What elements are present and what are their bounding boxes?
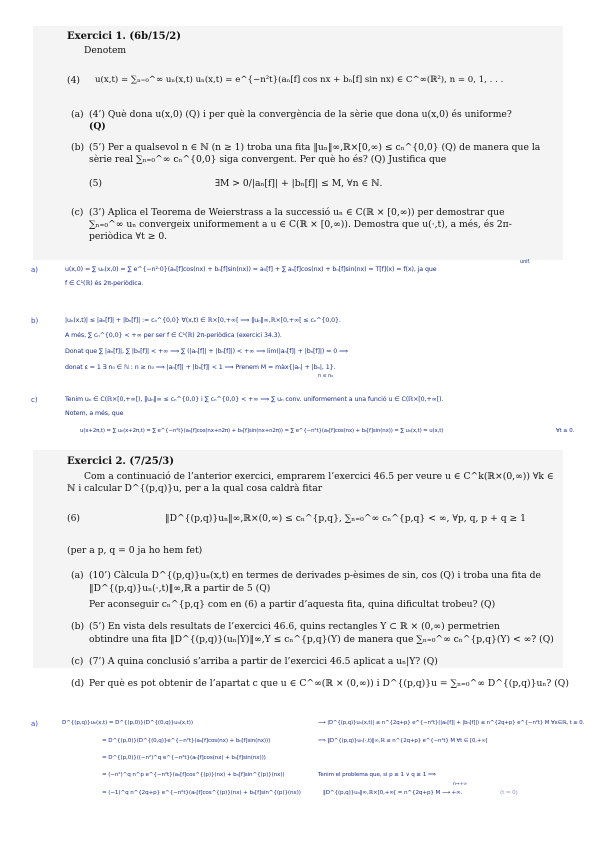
- notes-2a-right-line1: ⟶ |D^{(p,q)}uₙ(x,t)| ≤ n^{2q+p} e^{−n²t}(|aₙ[f]| + |bₙ[f]|) ≤ n^{2q+p} e^{−n²t} M ∀x∈ℝ, t ≥ 0.: [318, 720, 585, 726]
- exercise-2d-line1: Per què es pot obtenir de l’apartat c que u ∈ C^∞(ℝ × (0,∞)) i D^{(p,q)}u = ∑ₙ₌₀^∞ D^{(p,q)}uₙ? (Q): [89, 678, 569, 689]
- exercise-1c-line2: ∑ₙ₌₀^∞ uₙ convergeix uniformement a u ∈ C(ℝ × [0,∞)). Demostra que u(·,t), a més, és 2π-: [89, 219, 512, 230]
- exercise-1a-line2: (Q): [89, 121, 106, 132]
- exercise-2a-line3: Per aconseguir cₙ^{p,q} com en (6) a partir d’aquesta fita, quina dificultat trobeu? (Q): [89, 599, 496, 610]
- notes-2a-left-line1: D^{(p,q)}uₙ(x,t) = D^{(p,0)}(D^{(0,q)}uₙ(x,t)): [62, 720, 193, 726]
- notes-2a-right-line4: ‖D^{(p,q)}uₙ‖∞,ℝ×[0,+∞[ = n^{2q+p} M ⟶ +∞.: [323, 790, 463, 796]
- exercise-2b-line1: (5’) En vista dels resultats de l’exercici 46.6, quins rectangles Υ ⊂ ℝ × (0,∞) permetrien: [89, 621, 500, 632]
- notes-1b-line5: n ≤ n₀: [318, 373, 334, 379]
- notes-1b-line2: A més, ∑ cₙ^{0,0} < +∞ per ser f ∈ C¹(ℝ) 2π-periòdica (exercici 34.3).: [65, 332, 282, 339]
- notes-1b-marker: b): [31, 317, 39, 325]
- exercise-2-intro-line1: Com a continuació de l’anterior exercici, emprarem l’exercici 46.5 per veure u ∈ C^k(ℝ×(0,∞)) ∀k ∈: [84, 471, 554, 482]
- exercise-2d-label: (d): [71, 678, 85, 689]
- exercise-1a-label: (a): [71, 109, 84, 120]
- exercise-2c-line1: (7’) A quina conclusió s’arriba a partir de l’exercici 46.5 aplicat a uₙ|Υ? (Q): [89, 656, 438, 667]
- notes-1c-line3: u(x+2π,t) = ∑ uₙ(x+2π,t) = ∑ e^{−n²t}(aₙ[f]cos(nx+n2π) + bₙ[f]sin(nx+n2π)) = ∑ e^{−n²t}(aₙ[f]cos(nx) + bₙ[f]sin(nx)) = ∑ uₙ(x,t) = u(x,t): [80, 428, 444, 434]
- exercise-2a-label: (a): [71, 570, 84, 581]
- notes-1c-marker: c): [31, 396, 38, 404]
- exercise-2c-label: (c): [71, 656, 84, 667]
- notes-1c-line1: Tenim uₙ ∈ C(ℝ×[0,+∞[), ‖uₙ‖∞ ≤ cₙ^{0,0} i ∑ cₙ^{0,0} < +∞ ⟹ ∑ uₙ conv. uniformement a una funció u ∈ C(ℝ×[0,+∞[).: [65, 396, 444, 403]
- equation-6: ‖D^{(p,q)}uₙ‖∞,ℝ×(0,∞) ≤ cₙ^{p,q}, ∑ₙ₌₀^∞ cₙ^{p,q} < ∞, ∀p, q, p + q ≥ 1: [165, 513, 526, 524]
- exercise-1c-label: (c): [71, 207, 84, 218]
- notes-2a-limit-label: n→+∞: [453, 782, 468, 787]
- notes-2a-left-line2: = D^{(p,0)}(D^{(0,q)}e^{−n²t}(aₙ[f]cos(nx) + bₙ[f]sin(nx))): [102, 738, 271, 744]
- exercise-1b-line2: sèrie real ∑ₙ₌₀^∞ cₙ^{0,0} siga convergent. Per què ho és? (Q) Justifica que: [89, 154, 447, 165]
- notes-2a-left-line4: = (−n²)^q n^p e^{−n²t}(aₙ[f]cos^{(p)}(nx) + bₙ[f]sin^{(p)}(nx)): [102, 772, 285, 778]
- exercise-2-intro-line2: ℕ i calcular D^{(p,q)}u, per a la qual cosa caldrà fitar: [67, 483, 323, 494]
- exercise-1c-line1: (3’) Aplica el Teorema de Weierstrass a la successió uₙ ∈ C(ℝ × [0,∞)) per demostrar que: [89, 207, 505, 218]
- exercise-2b-line2: obtindre una fita ‖D^{(p,q)}(uₙ|Υ)‖∞,Υ ≤ cₙ^{p,q}(Υ) de manera que ∑ₙ₌₀^∞ cₙ^{p,q}(Υ) < ∞? (Q): [89, 634, 554, 645]
- exercise-1-title: Exercici 1. (6b/15/2): [67, 31, 181, 42]
- notes-2a-right-line3: Tenim el problema que, si p ≥ 1 ∨ q ≥ 1 ⟹: [318, 772, 436, 778]
- equation-4-number: (4): [67, 75, 81, 86]
- notes-2a-marker: a): [31, 720, 39, 728]
- notes-1c-line2: Notem, a més, que: [65, 410, 124, 417]
- equation-6-number: (6): [67, 513, 81, 524]
- notes-1a-unif: unif.: [520, 259, 531, 265]
- notes-1b-line4: donat ε = 1 ∃ n₀ ∈ ℕ : n ≥ n₀ ⟹ |aₙ[f]| + |bₙ[f]| < 1 ⟹ Prenem M = màx{|aₙ| + |bₙ|, 1}.: [65, 364, 336, 371]
- notes-2a-left-line3: = D^{(p,0)}((−n²)^q e^{−n²t}(aₙ[f]cos(nx) + bₙ[f]sin(nx))): [102, 755, 266, 761]
- notes-1b-line3: Donat que ∑ |aₙ[f]|, ∑ |bₙ[f]| < +∞ ⟹ ∑ (|aₙ[f]| + |bₙ[f]|) < +∞ ⟹ lim(|aₙ[f]| + |bₙ[f]|) = 0 ⟹: [65, 348, 348, 355]
- equation-5: ∃M > 0/|aₙ[f]| + |bₙ[f]| ≤ M, ∀n ∈ ℕ.: [215, 178, 383, 189]
- exercise-2a-line1: (10’) Càlcula D^{(p,q)}uₙ(x,t) en termes de derivades p-èsimes de sin, cos (Q) i troba una fita de: [89, 570, 541, 581]
- notes-2a-left-line5: = (−1)^q n^{2q+p} e^{−n²t}(aₙ[f]cos^{(p)}(nx) + bₙ[f]sin^{(p)}(nx)): [102, 790, 301, 796]
- notes-2a-tail: (t = 0): [500, 790, 518, 796]
- equation-4: u(x,t) = ∑ₙ₌₀^∞ uₙ(x,t) uₙ(x,t) = e^{−n²t}(aₙ[f] cos nx + bₙ[f] sin nx) ∈ C^∞(ℝ²), n = 0, 1, . . .: [95, 75, 504, 85]
- exercise-1c-line3: periòdica ∀t ≥ 0.: [89, 231, 168, 242]
- exercise-1b-label: (b): [71, 142, 85, 153]
- exercise-1b-line1: (5’) Per a qualsevol n ∈ ℕ (n ≥ 1) troba una fita ‖uₙ‖∞,ℝ×[0,∞) ≤ cₙ^{0,0} (Q) de manera que la: [89, 142, 541, 153]
- exercise-1-intro: Denotem: [84, 45, 127, 56]
- exercise-2-note: (per a p, q = 0 ja ho hem fet): [67, 545, 203, 556]
- exercise-2a-line2: ‖D^{(p,q)}uₙ(·,t)‖∞,ℝ a partir de 5 (Q): [89, 583, 271, 594]
- notes-2a-right-line2: ⟹ ‖D^{(p,q)}uₙ(·,t)‖∞,ℝ ≤ n^{2q+p} e^{−n²t} M ∀t ∈ [0,+∞[: [318, 738, 488, 744]
- exercise-1a-line1: (4’) Què dona u(x,0) (Q) i per què la convergència de la sèrie que dona u(x,0) és uniforme?: [89, 109, 512, 120]
- exercise-2-title: Exercici 2. (7/25/3): [67, 456, 174, 467]
- equation-5-number: (5): [89, 178, 103, 189]
- notes-1b-line1: |uₙ(x,t)| ≤ |aₙ[f]| + |bₙ[f]| := cₙ^{0,0} ∀(x,t) ∈ ℝ×[0,+∞[ ⟹ ‖uₙ‖∞,ℝ×[0,+∞[ ≤ cₙ^{0,0}.: [65, 317, 341, 324]
- exercise-2b-label: (b): [71, 621, 85, 632]
- notes-1a-line2: f ∈ C¹(ℝ) és 2π-periòdica.: [65, 280, 144, 287]
- notes-1a-line1: u(x,0) = ∑ uₙ(x,0) = ∑ e^{−n²·0}(aₙ[f]cos(nx) + bₙ[f]sin(nx)) = a₀[f] + ∑ aₙ[f]cos(nx) + bₙ[f]sin(nx) = T[f](x) = f(x), ja que: [65, 266, 437, 273]
- notes-1a-marker: a): [31, 266, 39, 274]
- notes-1c-end: ∀t ≥ 0.: [556, 428, 575, 434]
